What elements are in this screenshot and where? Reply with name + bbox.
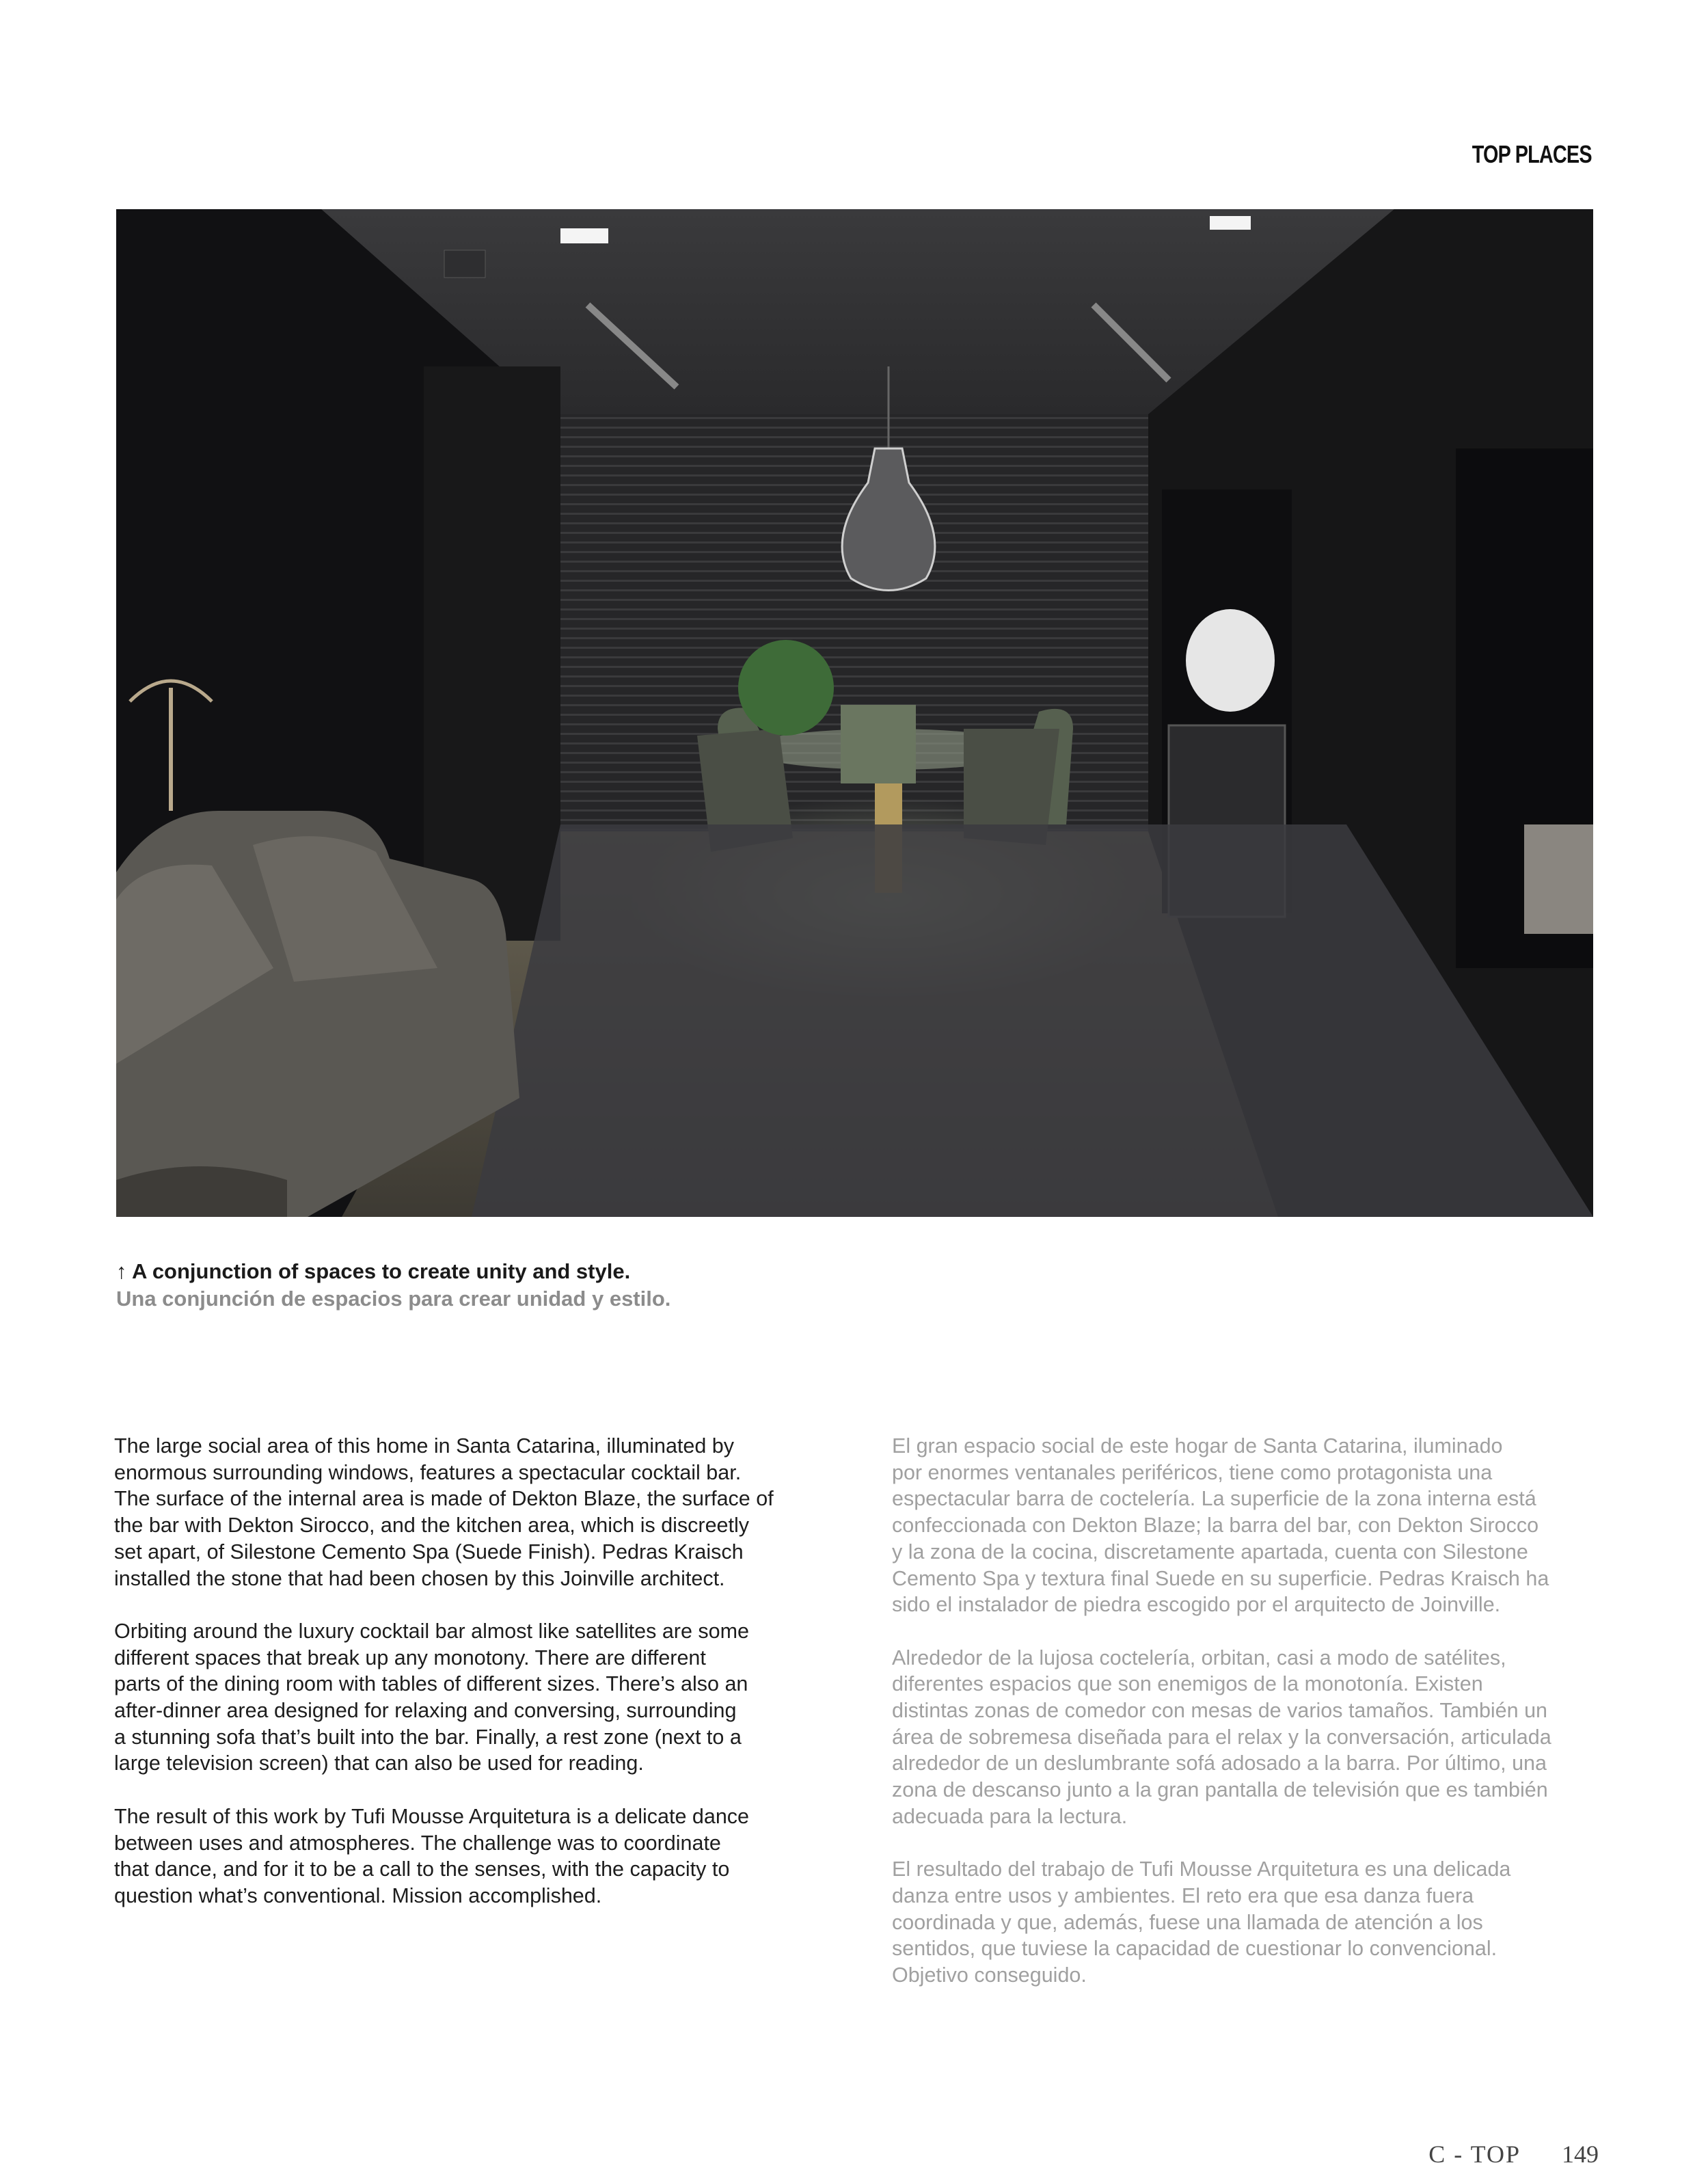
page-footer (1428, 2140, 1599, 2169)
plant (738, 640, 834, 736)
caption-english (116, 1258, 1073, 1285)
english-column (114, 1433, 825, 1935)
left-column (424, 366, 560, 941)
interior-photo (116, 209, 1593, 1217)
ceiling-light-right (1210, 216, 1251, 230)
ceiling-vent (444, 250, 485, 278)
page-number: 149 (1562, 2141, 1599, 2168)
chair-2 (841, 705, 916, 783)
spanish-column (892, 1433, 1610, 2015)
caption-english-text: A conjunction of spaces to create unity and style. (131, 1259, 631, 1283)
section-label: TOP PLACES (1472, 140, 1592, 168)
spanish-paragraph-1: El gran espacio social de este hogar de Santa Catarina, iluminado por enormes ventanales periféricos, tiene como protagonista una espectacular barra de coctelería. La superficie de la zona interna está confeccionada con Dekton Blaze; la barra del bar, con Dekton Sirocco y la zona de la cocina, discretamente apartada, cuenta con Silestone Cemento Spa y textura final Suede en su superficie. Pedras Kraisch ha sido el instalador de piedra escogido por el arquitecto de Joinville. (892, 1434, 1549, 1617)
photo-caption (116, 1258, 1073, 1313)
ceiling-light-left (560, 228, 608, 243)
throw-blanket (116, 1166, 287, 1217)
interior-illustration (116, 209, 1593, 1217)
english-paragraph-1: The large social area of this home in Santa Catarina, illuminated by enormous surrounding windows, features a spectacular cocktail bar. The surface of the internal area is made of Dekton Blaze, the surface of the bar with Dekton Sirocco, and the kitchen area, which is discreetly set apart, of Silestone Cemento Spa (Suede Finish). Pedras Kraisch installed the stone that had been chosen by this Joinville architect. (114, 1434, 774, 1590)
spanish-paragraph-2: Alrededor de la lujosa coctelería, orbitan, casi a modo de satélites, diferentes espacios que son enemigos de la monotonía. Existen distintas zonas de comedor con mesas de varios tamaños. También un área de sobremesa diseñada para el relax y la conversación, articulada alrededor de un deslumbrante sofá adosado a la barra. Por último, una zona de descanso junto a la gran pantalla de televisión que es también adecuada para la lectura. (892, 1646, 1551, 1828)
magazine-name: C - TOP (1428, 2141, 1521, 2168)
spanish-paragraph-3: El resultado del trabajo de Tufi Mousse Arquitetura es una delicada danza entre usos y ambientes. El reto era que esa danza fuera coordinada y que, además, fuese una llamada de atención a los sentidos, que tuviese la capacidad de cuestionar lo convencional. Objetivo conseguido. (892, 1857, 1511, 1987)
caption-spanish: Una conjunción de espacios para crear unidad y estilo. (116, 1287, 671, 1311)
english-paragraph-3: The result of this work by Tufi Mousse Arquitetura is a delicate dance between uses and atmospheres. The challenge was to coordinate that dance, and for it to be a call to the senses, with the capacity to question what’s conventional. Mission accomplished. (114, 1804, 750, 1907)
white-sculpture (1186, 609, 1275, 712)
english-paragraph-2: Orbiting around the luxury cocktail bar almost like satellites are some different spaces that break up any monotony. There are different parts of the dining room with tables of different sizes. There’s also an after-dinner area designed for relaxing and conversing, surrounding a stunning sofa that’s built into the bar. Finally, a rest zone (next to a large television screen) that can also be used for reading. (114, 1619, 749, 1775)
side-object (1524, 824, 1593, 934)
up-arrow-icon: ↑ (116, 1259, 127, 1283)
